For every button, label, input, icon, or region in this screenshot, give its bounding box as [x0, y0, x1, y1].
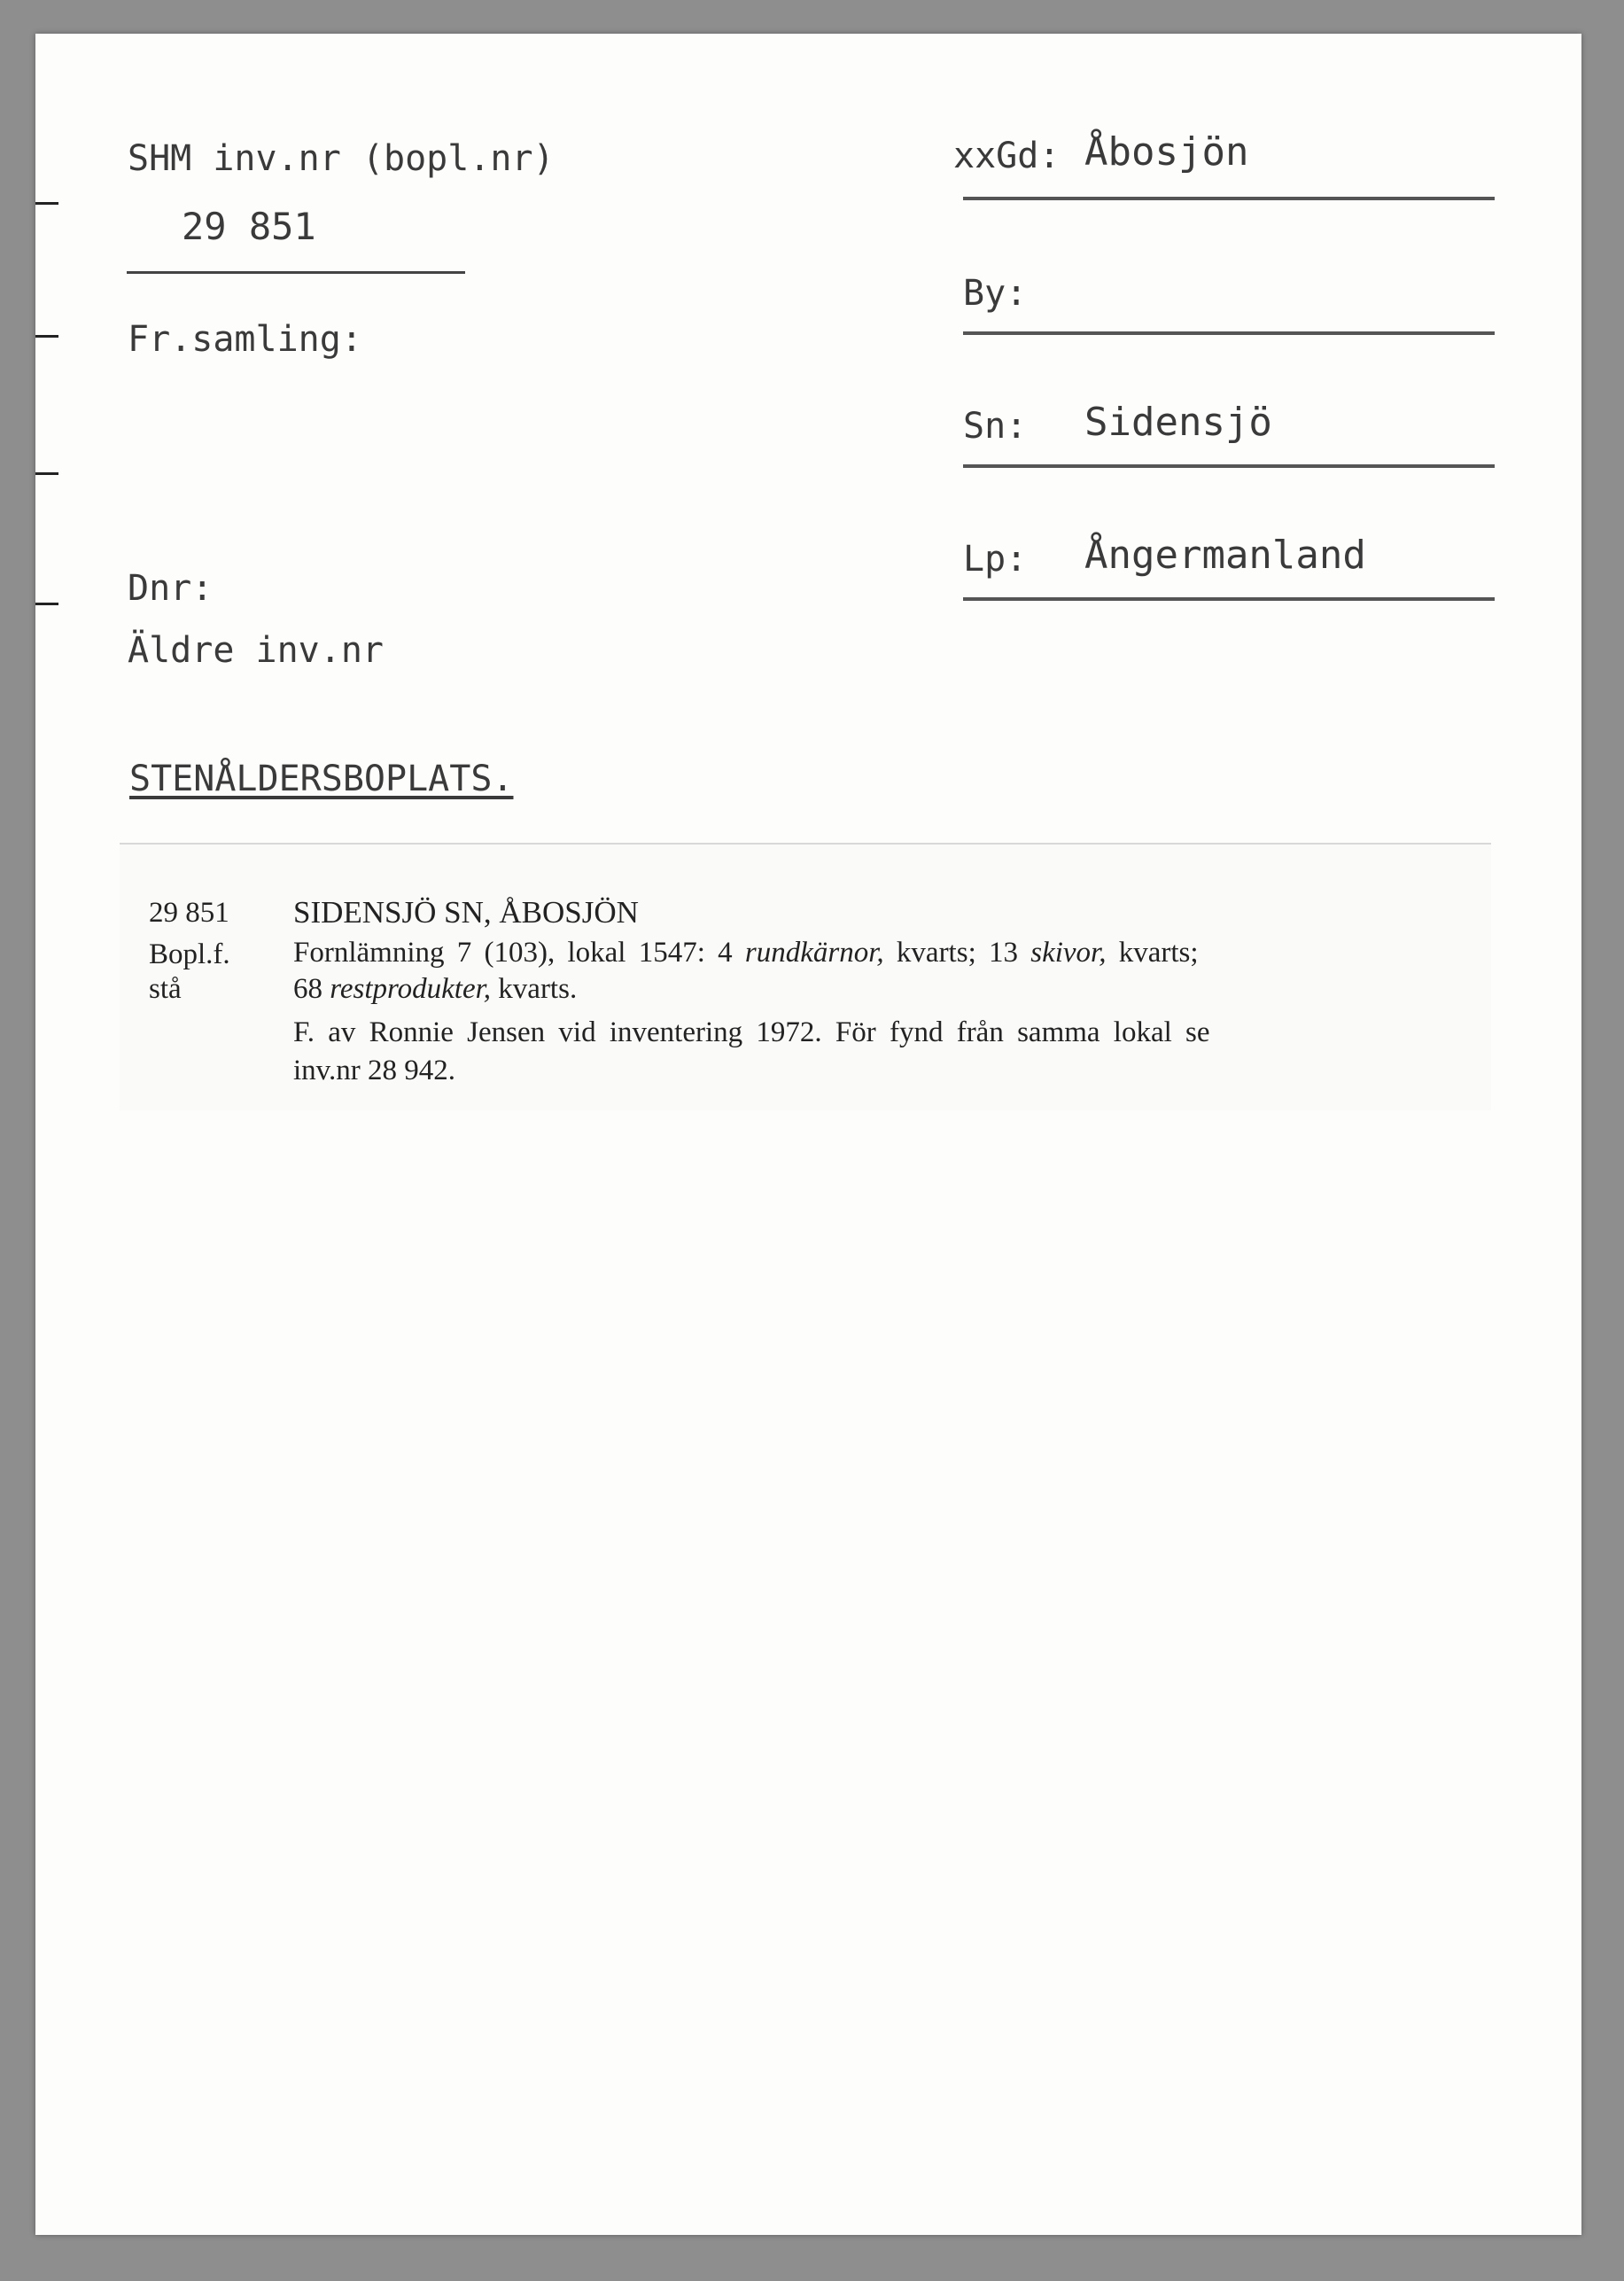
label-line-2-part-b: restprodukter, — [330, 973, 492, 1005]
label-line-2 — [293, 969, 577, 1008]
aldre-inv-label: Äldre inv.nr — [128, 630, 384, 671]
label-number: 29 851 — [149, 897, 229, 929]
dnr-label: Dnr: — [128, 568, 214, 609]
gd-field — [953, 136, 1060, 176]
catalog-card — [35, 34, 1581, 2235]
label-line-2-part-a: 68 — [293, 973, 322, 1005]
inv-value: 29 851 — [182, 205, 316, 248]
label-line-4: inv.nr 28 942. — [293, 1055, 456, 1086]
gd-rule — [963, 197, 1495, 200]
label-sta: stå — [149, 973, 182, 1005]
label-line-1-part-b: rundkärnor, — [744, 937, 884, 969]
fr-samling-label: Fr.samling: — [128, 319, 362, 360]
label-line-1-part-d: skivor, — [1030, 937, 1107, 969]
category-heading: STENÅLDERSBOPLATS. — [129, 759, 514, 799]
sn-rule — [963, 464, 1495, 468]
label-heading: SIDENSJÖ SN, ÅBOSJÖN — [293, 895, 639, 930]
label-line-1-part-a: Fornlämning 7 (103), lokal 1547: 4 — [293, 937, 733, 969]
lp-value: Ångermanland — [1084, 533, 1366, 578]
label-line-1-part-c: kvarts; 13 — [896, 937, 1018, 969]
edge-mark — [35, 335, 58, 338]
gd-label: Gd: — [996, 136, 1061, 176]
label-line-1-part-e: kvarts; — [1118, 937, 1199, 969]
label-line-3: F. av Ronnie Jensen vid inventering 1972. För fynd från samma lokal se — [293, 1016, 1210, 1048]
by-label: By: — [963, 273, 1028, 314]
edge-mark — [35, 472, 58, 475]
label-line-1 — [293, 933, 1199, 972]
printed-label — [120, 843, 1491, 1110]
by-rule — [963, 331, 1495, 335]
edge-mark — [35, 603, 58, 605]
edge-mark — [35, 202, 58, 205]
gd-value: Åbosjön — [1084, 129, 1249, 175]
label-bopl: Bopl.f. — [149, 938, 230, 970]
inv-label: SHM inv.nr (bopl.nr) — [128, 138, 555, 179]
sn-value: Sidensjö — [1084, 400, 1272, 445]
gd-struck-text: xx — [953, 136, 997, 176]
label-line-2-part-c: kvarts. — [498, 973, 578, 1005]
inv-rule — [127, 271, 465, 274]
lp-label: Lp: — [963, 539, 1028, 580]
lp-rule — [963, 597, 1495, 601]
sn-label: Sn: — [963, 406, 1028, 447]
